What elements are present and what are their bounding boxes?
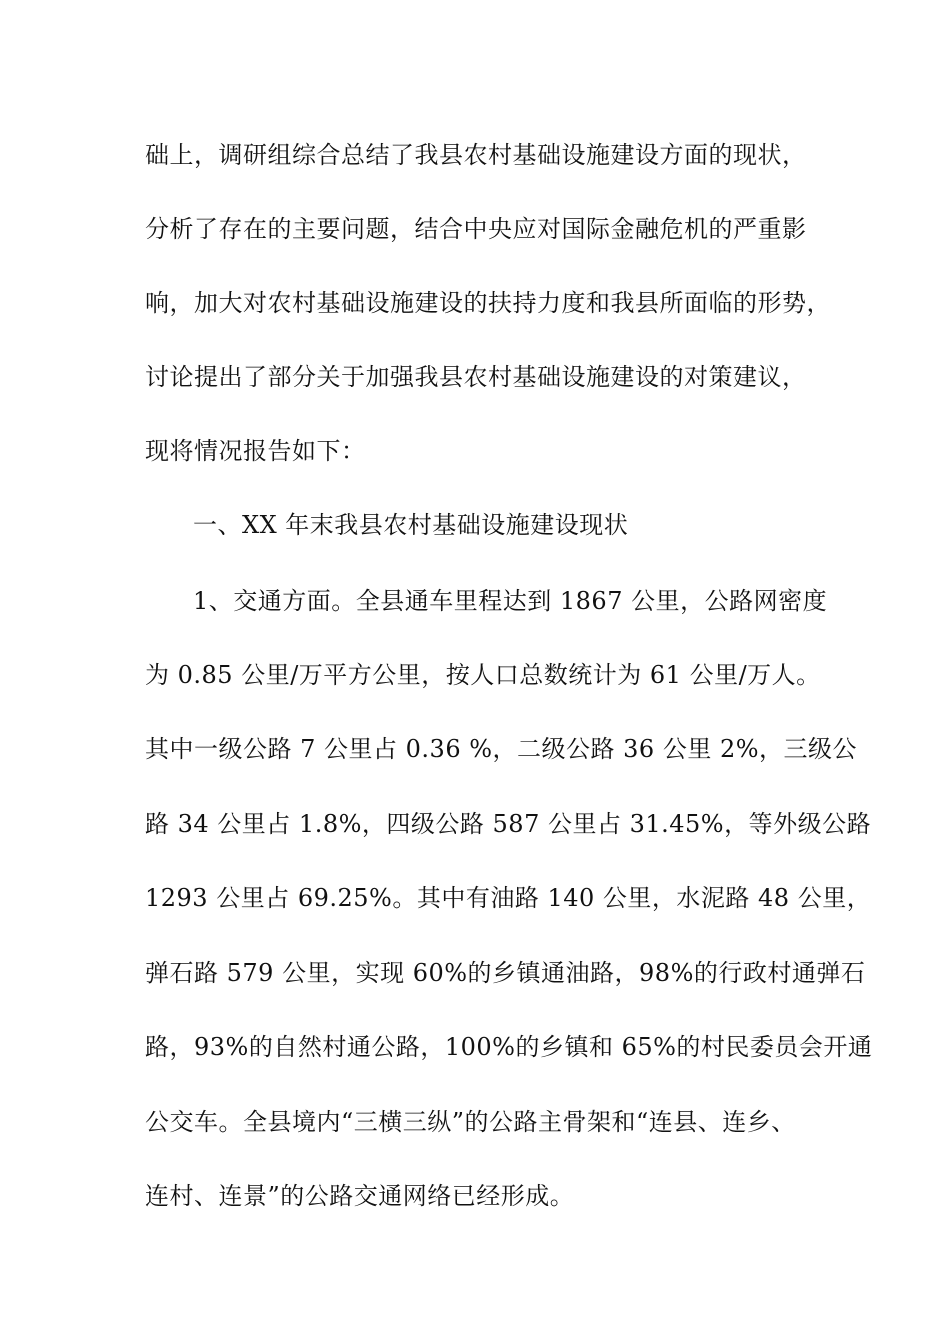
section-heading: 一、XX 年末我县农村基础设施建设现状: [193, 511, 629, 539]
paragraph-line: 现将情况报告如下：: [145, 437, 366, 465]
paragraph-line: 其中一级公路 7 公里占 0.36 %，二级公路 36 公里 2%，三级公: [145, 735, 858, 763]
paragraph-line: 弹石路 579 公里，实现 60%的乡镇通油路，98%的行政村通弹石: [145, 959, 866, 987]
paragraph-line: 讨论提出了部分关于加强我县农村基础设施建设的对策建议，: [145, 363, 807, 391]
paragraph-line: 1293 公里占 69.25%。其中有油路 140 公里，水泥路 48 公里，: [145, 884, 872, 912]
paragraph-line: 础上，调研组综合总结了我县农村基础设施建设方面的现状，: [145, 141, 807, 169]
paragraph-line: 分析了存在的主要问题，结合中央应对国际金融危机的严重影: [145, 215, 807, 243]
paragraph-line: 连村、连景”的公路交通网络已经形成。: [145, 1182, 575, 1210]
paragraph-line: 1、交通方面。全县通车里程达到 1867 公里，公路网密度: [193, 587, 828, 615]
paragraph-line: 为 0.85 公里/万平方公里，按人口总数统计为 61 公里/万人。: [145, 661, 821, 689]
paragraph-line: 公交车。全县境内“三横三纵”的公路主骨架和“连县、连乡、: [145, 1108, 796, 1136]
paragraph-line: 响，加大对农村基础设施建设的扶持力度和我县所面临的形势，: [145, 289, 831, 317]
paragraph-line: 路 34 公里占 1.8%，四级公路 587 公里占 31.45%，等外级公路: [145, 810, 872, 838]
paragraph-line: 路，93%的自然村通公路，100%的乡镇和 65%的村民委员会开通: [145, 1033, 873, 1061]
